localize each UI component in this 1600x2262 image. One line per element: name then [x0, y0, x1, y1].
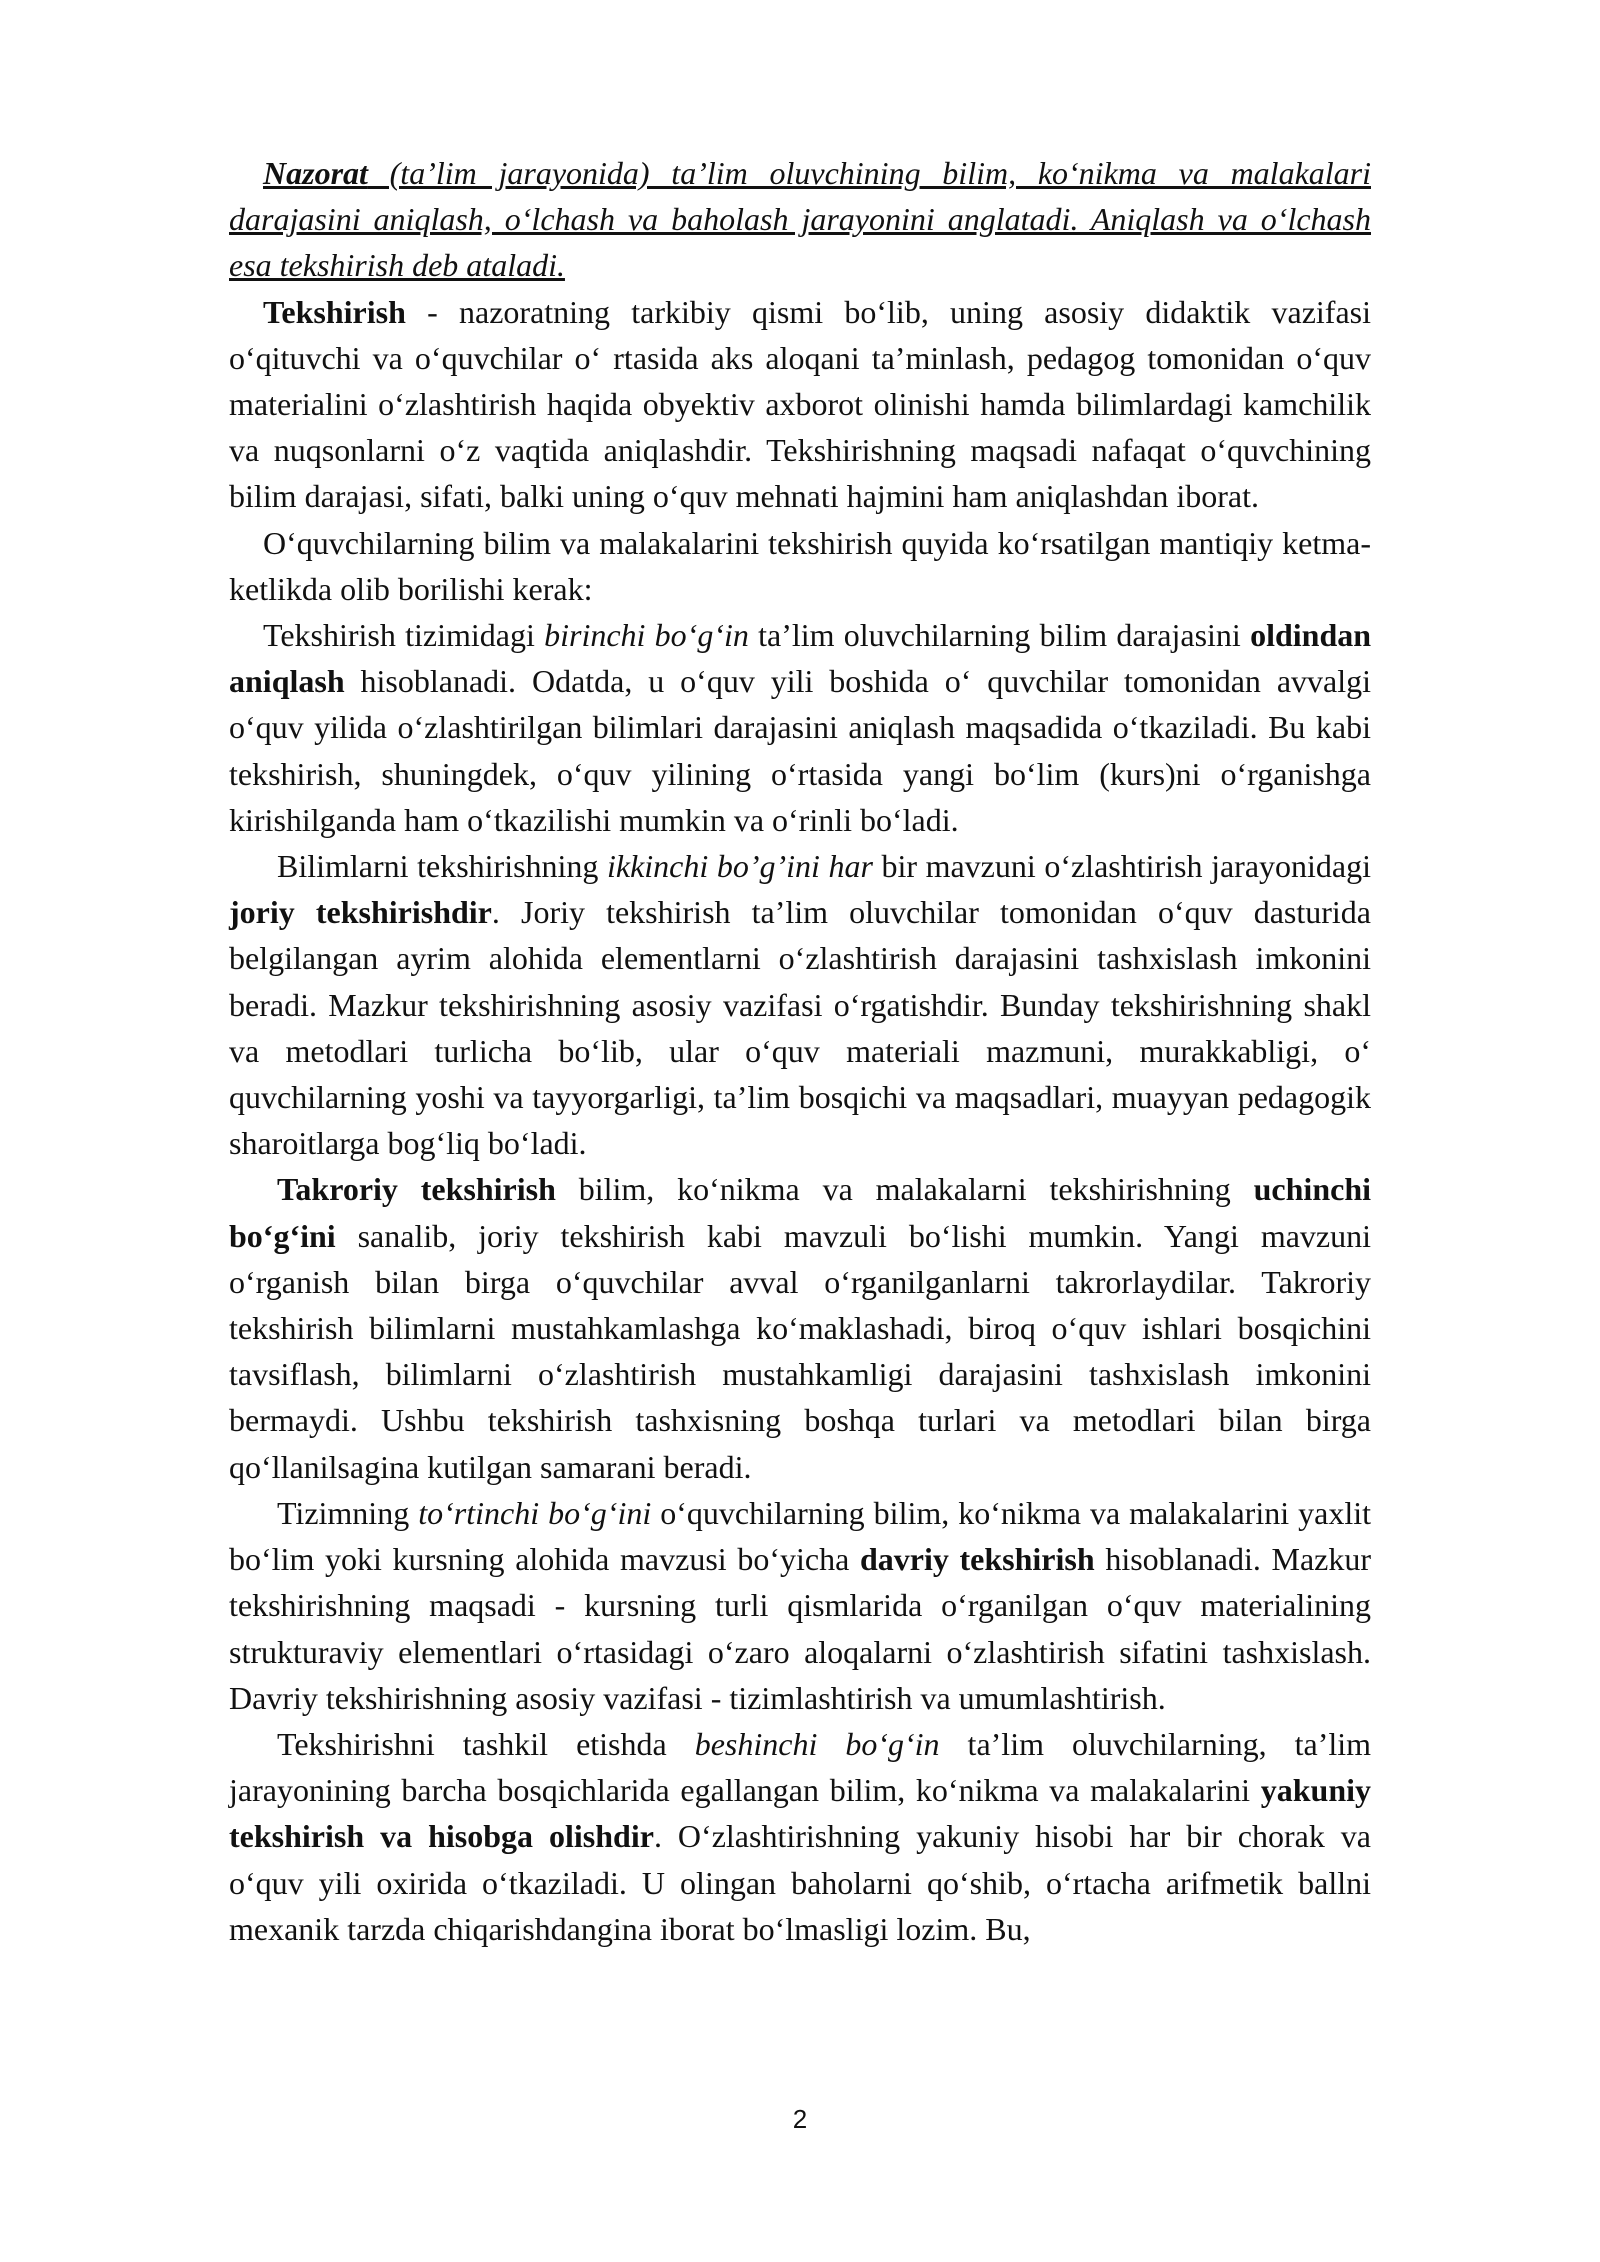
page-number: 2	[792, 2104, 808, 2134]
first-link-text-1: Tekshirish tizimidagi	[263, 617, 545, 654]
paragraph-third-link	[229, 1166, 1371, 1489]
first-link-term: birinchi bo‘g‘in	[544, 617, 749, 654]
fifth-link-bold: yakuniy tekshirish va hisobga olishdir	[229, 1772, 1371, 1855]
paragraph-fourth-link	[229, 1490, 1371, 1721]
third-link-text-2: sanalib, joriy tekshirish kabi mavzuli bo‘lishi mumkin. Yangi mavzuni o‘rganish bilan birga o‘quvchilar avval o‘rganilganlarni takrorlaydilar. Takroriy tekshirish bilimlarni mustahkamlashga ko‘maklashadi, biroq o‘quv ishlari bosqichini tavsiflash, bilimlarni o‘zlashtirish mustahkamligi darajasini tashxislash imkonini bermaydi. Ushbu tekshirish tashxisning boshqa turlari va metodlari bilan birga qo‘llanilsagina kutilgan samarani beradi.	[229, 1217, 1371, 1485]
first-link-text-3: hisoblanadi. Odatda, u o‘quv yili boshida o‘ quvchilar tomonidan avvalgi o‘quv yilida o‘zlashtirilgan bilimlari darajasini aniqlash maqsadida o‘tkaziladi. Bu kabi tekshirish, shuningdek, o‘quv yilining o‘rtasida yangi bo‘lim (kurs)ni o‘rganishga kirishilganda ham o‘tkazilishi mumkin va o‘rinli bo‘ladi.	[229, 663, 1371, 838]
first-link-bold: oldindan aniqlash	[229, 617, 1372, 700]
fourth-link-text-3: hisoblanadi. Mazkur tekshirishning maqsadi - kursning turli qismlarida o‘rganilgan o‘quv materialining strukturaviy elementlari o‘rtasidagi o‘zaro aloqalarni o‘zlashtirish sifatini tashxislash. Davriy tekshirishning asosiy vazifasi - tizimlashtirish va umumlashtirish.	[229, 1541, 1372, 1716]
fourth-link-bold: davriy tekshirish	[859, 1541, 1095, 1578]
fifth-link-text-3: . O‘zlashtirishning yakuniy hisobi har bir chorak va o‘quv yili oxirida o‘tkaziladi. U olingan baholarni qo‘shib, o‘rtacha arifmetik ballni mexanik tarzda chiqarishdangina iborat bo‘lmasligi lozim. Bu,	[229, 1818, 1372, 1947]
third-link-bold-1: Takroriy tekshirish	[277, 1171, 556, 1208]
term-tekshirish: Tekshirish	[263, 293, 406, 330]
third-link-text-1: bilim, ko‘nikma va malakalarni tekshirishning	[555, 1171, 1254, 1208]
paragraph-fifth-link	[229, 1721, 1371, 1952]
paragraph-tekshirish-definition	[229, 289, 1371, 520]
tekshirish-definition-text: - nazoratning tarkibiy qismi bo‘lib, uning asosiy didaktik vazifasi o‘qituvchi va o‘quvchilar o‘ rtasida aks aloqani ta’minlash, pedagog tomonidan o‘quv materialini o‘zlashtirish haqida obyektiv axborot olinishi hamda bilimlardagi kamchilik va nuqsonlarni o‘z vaqtida aniqlashdir. Tekshirishning maqsadi nafaqat o‘quvchining bilim darajasi, sifati, balki uning o‘quv mehnati hajmini ham aniqlashdan iborat.	[229, 293, 1371, 515]
fifth-link-text-2: ta’lim oluvchilarning, ta’lim jarayonining barcha bosqichlarida egallangan bilim, ko‘nikma va malakalarini	[229, 1725, 1372, 1809]
second-link-term: ikkinchi bo’g’ini har	[606, 848, 873, 885]
paragraph-first-link	[229, 612, 1371, 843]
paragraph-nazorat-definition	[229, 150, 1371, 289]
third-link-bold-2: uchinchi bo‘g‘ini	[229, 1171, 1371, 1254]
paragraph-sequence-intro	[229, 520, 1371, 612]
sequence-intro-text: O‘quvchilarning bilim va malakalarini tekshirish quyida ko‘rsatilgan mantiqiy ketma-ketlikda olib borilishi kerak:	[229, 524, 1371, 607]
term-nazorat: Nazorat	[263, 155, 368, 191]
second-link-text-1: Bilimlarni tekshirishning	[277, 848, 607, 885]
fourth-link-term: to‘rtinchi bo‘g‘ini	[418, 1494, 652, 1531]
page-body	[229, 150, 1371, 1952]
fourth-link-text-2: o‘quvchilarning bilim, ko‘nikma va malakalarini yaxlit bo‘lim yoki kursning alohida mavzusi bo‘yicha	[229, 1494, 1371, 1578]
fourth-link-text-1: Tizimning	[277, 1494, 419, 1531]
second-link-bold: joriy tekshirishdir	[229, 894, 492, 931]
fifth-link-text-1: Tekshirishni tashkil etishda	[277, 1725, 695, 1762]
nazorat-definition-text: (ta’lim jarayonida) ta’lim oluvchining bilim, ko‘nikma va malakalari darajasini aniqlash, o‘lchash va baholash jarayonini anglatadi. Aniqlash va o‘lchash esa tekshirish deb ataladi.	[229, 155, 1371, 284]
first-link-text-2: ta’lim oluvchilarning bilim darajasini	[748, 617, 1251, 654]
second-link-text-2: bir mavzuni o‘zlashtirish jarayonidagi	[872, 848, 1371, 885]
fifth-link-term: beshinchi bo‘g‘in	[694, 1725, 940, 1762]
paragraph-second-link	[229, 843, 1371, 1166]
second-link-text-3: . Joriy tekshirish ta’lim oluvchilar tomonidan o‘quv dasturida belgilangan ayrim alohida elementlarni o‘zlashtirish darajasini tashxislash imkonini beradi. Mazkur tekshirishning asosiy vazifasi o‘rgatishdir. Bunday tekshirishning shakl va metodlari turlicha bo‘lib, ular o‘quv materiali mazmuni, murakkabligi, o‘ quvchilarning yoshi va tayyorgarligi, ta’lim bosqichi va maqsadlari, muayyan pedagogik sharoitlarga bog‘liq bo‘ladi.	[229, 894, 1372, 1162]
